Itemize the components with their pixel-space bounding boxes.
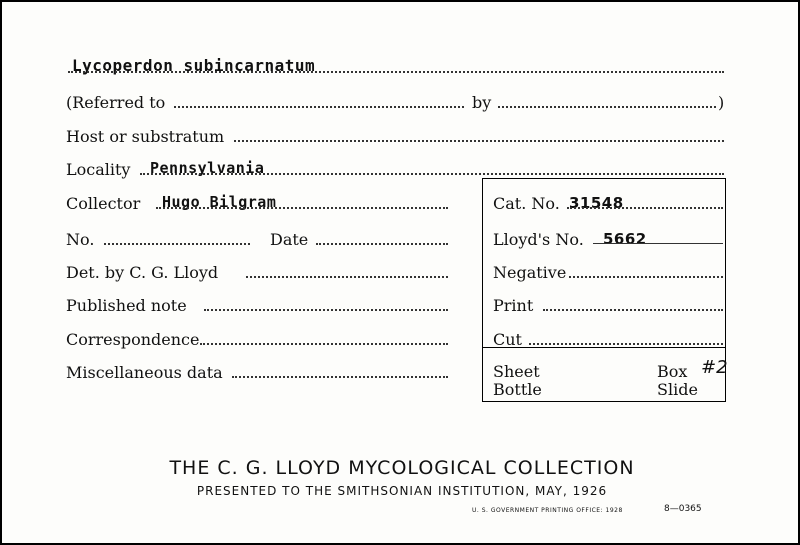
catalog-box bbox=[482, 178, 726, 402]
slide-label: Slide bbox=[657, 380, 698, 399]
sheet-row bbox=[493, 357, 728, 382]
date-line bbox=[316, 243, 448, 245]
referred-close: ) bbox=[718, 93, 725, 112]
by-label: by bbox=[472, 93, 492, 112]
lloyds-no-value: 5662 bbox=[603, 230, 647, 248]
locality-label: Locality bbox=[66, 160, 131, 179]
form-number: 8—0365 bbox=[664, 504, 702, 514]
det-line bbox=[246, 276, 448, 278]
box-value: #2 bbox=[701, 357, 728, 378]
collector-value: Hugo Bilgram bbox=[162, 193, 277, 211]
cat-no-line bbox=[567, 207, 723, 209]
collector-row bbox=[66, 193, 466, 215]
correspondence-row bbox=[66, 329, 466, 351]
species-name: Lycoperdon subincarnatum bbox=[72, 56, 316, 75]
locality-value: Pennsylvania bbox=[150, 159, 265, 177]
negative-row bbox=[493, 262, 723, 284]
box-label: Box bbox=[657, 362, 688, 381]
det-label: Det. by C. G. Lloyd bbox=[66, 263, 219, 282]
date-label: Date bbox=[270, 230, 309, 249]
collector-line bbox=[156, 207, 448, 209]
storage-separator bbox=[483, 347, 725, 348]
negative-line bbox=[569, 276, 723, 278]
referred-line bbox=[174, 106, 464, 108]
printing-office: U. S. GOVERNMENT PRINTING OFFICE: 1928 bbox=[472, 507, 623, 514]
host-line bbox=[234, 140, 724, 142]
host-row bbox=[66, 126, 730, 148]
lloyds-no-line bbox=[593, 243, 723, 244]
host-label: Host or substratum bbox=[66, 127, 225, 146]
correspondence-line bbox=[200, 343, 448, 345]
number-line bbox=[104, 243, 250, 245]
number-label: No. bbox=[66, 230, 95, 249]
species-line bbox=[68, 71, 724, 73]
published-row bbox=[66, 295, 466, 317]
cat-no-value: 31548 bbox=[569, 194, 624, 212]
by-line bbox=[498, 106, 716, 108]
collector-label: Collector bbox=[66, 194, 141, 213]
bottle-row bbox=[493, 380, 723, 400]
misc-line bbox=[232, 376, 448, 378]
misc-row bbox=[66, 362, 466, 384]
det-row bbox=[66, 262, 466, 284]
lloyds-no-label: Lloyd's No. bbox=[493, 230, 584, 249]
locality-line bbox=[140, 173, 724, 175]
published-label: Published note bbox=[66, 296, 187, 315]
correspondence-label: Correspondence bbox=[66, 330, 200, 349]
sheet-label: Sheet bbox=[493, 362, 540, 381]
cat-no-label: Cat. No. bbox=[493, 194, 560, 213]
lloyds-no-row bbox=[493, 229, 723, 251]
species-row bbox=[68, 57, 728, 79]
published-line bbox=[204, 309, 448, 311]
collection-subtitle: PRESENTED TO THE SMITHSONIAN INSTITUTION, MAY, 1926 bbox=[196, 484, 608, 498]
cut-label: Cut bbox=[493, 330, 522, 349]
referred-row bbox=[66, 92, 730, 114]
bottle-label: Bottle bbox=[493, 380, 542, 399]
print-row bbox=[493, 295, 723, 317]
print-line bbox=[543, 309, 723, 311]
cat-no-row bbox=[493, 193, 723, 215]
misc-label: Miscellaneous data bbox=[66, 363, 223, 382]
number-date-row bbox=[66, 229, 466, 251]
collection-title: THE C. G. LLOYD MYCOLOGICAL COLLECTION bbox=[169, 457, 635, 479]
print-label: Print bbox=[493, 296, 534, 315]
referred-label: (Referred to bbox=[66, 93, 166, 112]
negative-label: Negative bbox=[493, 263, 567, 282]
cut-line bbox=[529, 343, 723, 345]
